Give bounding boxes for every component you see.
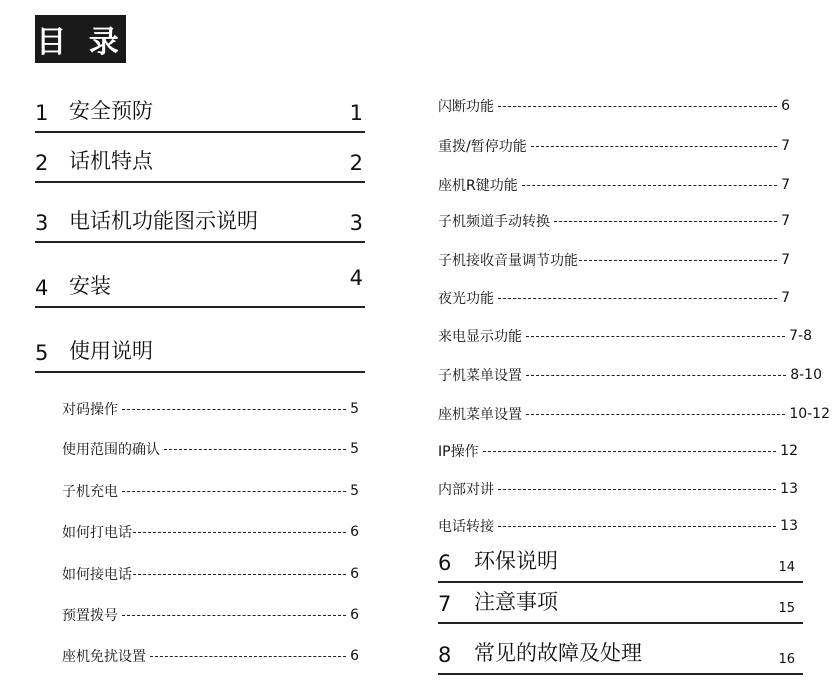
leader-dashes: [133, 574, 346, 575]
toc-item: [438, 288, 790, 308]
item-page: 5: [350, 483, 359, 499]
leader-dashes: [498, 489, 776, 490]
item-page: 13: [780, 481, 798, 497]
leader-dashes: [526, 414, 785, 415]
item-page: 12: [780, 443, 798, 459]
item-title: 座机R键功能: [438, 178, 518, 194]
item-page: 6: [350, 566, 359, 582]
item-title: 重拨/暂停功能: [438, 139, 527, 155]
toc-item: [62, 522, 359, 542]
toc-item: [438, 404, 830, 424]
toc-section-7: [438, 586, 803, 624]
toc-section-8: [438, 637, 803, 675]
section-number: 2: [35, 151, 49, 175]
item-page: 8-10: [790, 367, 822, 383]
item-title: 子机充电: [62, 484, 118, 500]
toc-item: [62, 439, 359, 459]
toc-item: [438, 175, 790, 195]
item-title: 使用范围的确认: [62, 442, 160, 458]
leader-dashes: [122, 615, 346, 616]
item-title: 预置拨号: [62, 608, 118, 624]
item-page: 6: [350, 648, 359, 664]
toc-item: [438, 365, 822, 385]
leader-dashes: [498, 526, 776, 527]
section-title: 使用说明: [69, 339, 153, 363]
item-page: 5: [350, 401, 359, 417]
section-number: 8: [438, 643, 452, 667]
item-page: 6: [781, 98, 790, 114]
leader-dashes: [133, 532, 346, 533]
section-page: 2: [349, 151, 363, 175]
toc-section-5: [35, 335, 365, 373]
item-title: 子机接收音量调节功能: [438, 253, 578, 269]
toc-item: [62, 399, 359, 419]
toc-section-1: [35, 95, 365, 133]
item-page: 13: [780, 518, 798, 534]
leader-dashes: [526, 375, 786, 376]
leader-dashes: [498, 298, 777, 299]
item-page: 7: [781, 252, 790, 268]
toc-item: [438, 441, 798, 461]
toc-heading: 目 录: [35, 15, 126, 63]
section-title: 安装: [69, 274, 111, 298]
item-page: 10-12: [789, 406, 830, 422]
item-title: 座机免扰设置: [62, 649, 146, 665]
item-title: 座机菜单设置: [438, 407, 522, 423]
leader-dashes: [554, 221, 777, 222]
leader-dashes: [122, 409, 346, 410]
item-page: 5: [350, 441, 359, 457]
section-number: 6: [438, 551, 452, 575]
item-title: 子机频道手动转换: [438, 214, 550, 230]
toc-section-4: [35, 266, 365, 308]
toc-section-3: [35, 205, 365, 243]
toc-section-2: [35, 145, 365, 183]
item-title: 如何打电话: [62, 525, 132, 541]
item-title: 夜光功能: [438, 291, 494, 307]
leader-dashes: [164, 449, 346, 450]
section-number: 7: [438, 592, 452, 616]
section-number: 1: [35, 101, 49, 125]
item-title: 对码操作: [62, 402, 118, 418]
toc-item: [62, 646, 359, 666]
leader-dashes: [150, 656, 346, 657]
section-page: 14: [778, 560, 795, 575]
item-title: IP操作: [438, 444, 479, 460]
toc-item: [438, 96, 790, 116]
section-number: 5: [35, 341, 49, 365]
toc-item: [438, 479, 798, 499]
item-page: 7-8: [789, 328, 812, 344]
section-page: 16: [778, 652, 795, 667]
leader-dashes: [498, 106, 777, 107]
item-page: 6: [350, 607, 359, 623]
item-title: 电话转接: [438, 519, 494, 535]
toc-item: [438, 136, 790, 156]
toc-item: [62, 605, 359, 625]
section-page: 4: [349, 266, 363, 290]
section-title: 电话机功能图示说明: [69, 209, 258, 233]
section-title: 话机特点: [69, 149, 153, 173]
leader-dashes: [483, 451, 777, 452]
toc-item: [438, 326, 812, 346]
toc-item: [62, 564, 359, 584]
toc-item: [438, 211, 790, 231]
item-page: 7: [781, 138, 790, 154]
item-title: 子机菜单设置: [438, 368, 522, 384]
toc-section-6: [438, 545, 803, 583]
leader-dashes: [526, 336, 785, 337]
section-title: 注意事项: [474, 590, 558, 614]
section-page: 15: [778, 601, 795, 616]
item-title: 闪断功能: [438, 99, 494, 115]
section-page: 3: [349, 211, 363, 235]
item-page: 7: [781, 213, 790, 229]
toc-item: [62, 481, 359, 501]
leader-dashes: [579, 260, 777, 261]
section-number: 3: [35, 211, 49, 235]
item-page: 7: [781, 290, 790, 306]
toc-item: [438, 250, 790, 270]
section-title: 环保说明: [474, 549, 558, 573]
leader-dashes: [122, 491, 346, 492]
section-page: 1: [349, 101, 363, 125]
section-number: 4: [35, 276, 49, 300]
leader-dashes: [522, 185, 777, 186]
item-page: 6: [350, 524, 359, 540]
leader-dashes: [531, 146, 777, 147]
item-title: 来电显示功能: [438, 329, 522, 345]
item-title: 内部对讲: [438, 482, 494, 498]
section-title: 安全预防: [69, 99, 153, 123]
item-page: 7: [781, 177, 790, 193]
toc-item: [438, 516, 798, 536]
item-title: 如何接电话: [62, 567, 132, 583]
section-title: 常见的故障及处理: [474, 641, 642, 665]
